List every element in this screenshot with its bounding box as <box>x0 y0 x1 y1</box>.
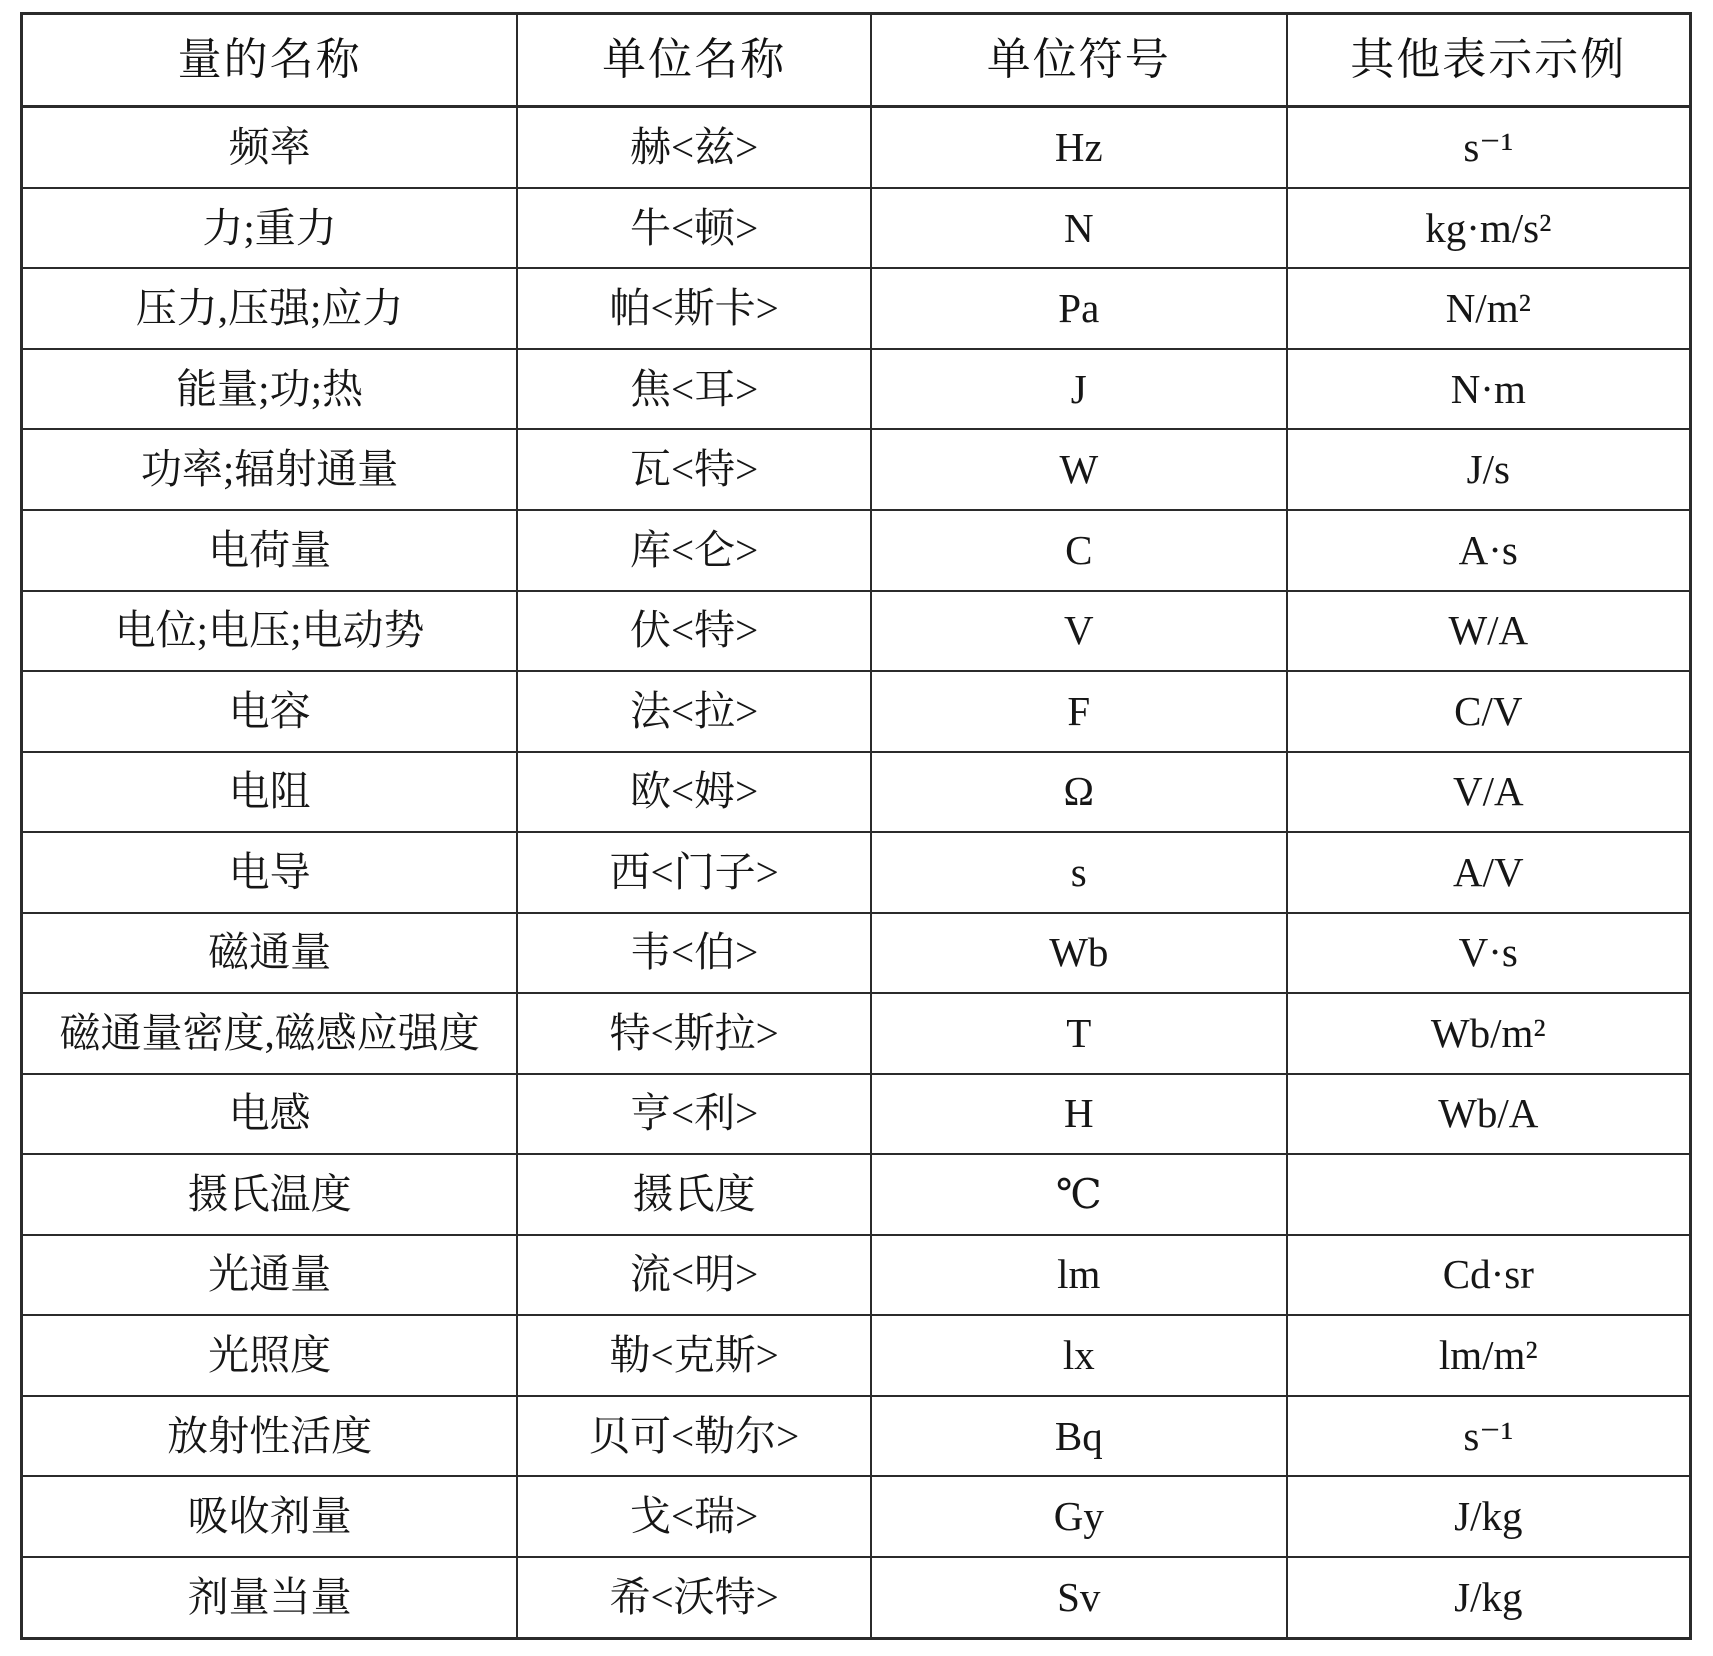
unit-symbol-cell: Ω <box>871 752 1287 833</box>
table-row <box>22 832 1691 913</box>
other-representation-cell: s⁻¹ <box>1287 1396 1691 1477</box>
table-row <box>22 510 1691 591</box>
unit-symbol-cell: C <box>871 510 1287 591</box>
unit-symbol-cell: ℃ <box>871 1154 1287 1235</box>
table-row <box>22 1154 1691 1235</box>
other-representation-cell: C/V <box>1287 671 1691 752</box>
unit-symbol-cell: T <box>871 993 1287 1074</box>
table-row <box>22 268 1691 349</box>
unit-symbol-cell: N <box>871 188 1287 269</box>
table-row <box>22 913 1691 994</box>
unit-name-cell: 牛<顿> <box>517 188 871 269</box>
other-representation-cell: lm/m² <box>1287 1315 1691 1396</box>
unit-name-cell: 库<仑> <box>517 510 871 591</box>
unit-name-cell: 焦<耳> <box>517 349 871 430</box>
quantity-name-cell: 磁通量密度,磁感应强度 <box>22 993 518 1074</box>
quantity-name-cell: 吸收剂量 <box>22 1476 518 1557</box>
other-representation-cell: A/V <box>1287 832 1691 913</box>
table-row <box>22 349 1691 430</box>
other-representation-cell: V·s <box>1287 913 1691 994</box>
unit-symbol-cell: Bq <box>871 1396 1287 1477</box>
unit-name-cell: 帕<斯卡> <box>517 268 871 349</box>
unit-symbol-cell: F <box>871 671 1287 752</box>
table-row <box>22 1315 1691 1396</box>
unit-name-cell: 法<拉> <box>517 671 871 752</box>
quantity-name-cell: 功率;辐射通量 <box>22 429 518 510</box>
unit-symbol-cell: Pa <box>871 268 1287 349</box>
si-derived-units-table <box>20 12 1692 1640</box>
unit-name-cell: 伏<特> <box>517 591 871 672</box>
quantity-name-cell: 摄氏温度 <box>22 1154 518 1235</box>
quantity-name-cell: 光照度 <box>22 1315 518 1396</box>
unit-symbol-cell: lx <box>871 1315 1287 1396</box>
unit-symbol-cell: Sv <box>871 1557 1287 1639</box>
unit-name-cell: 西<门子> <box>517 832 871 913</box>
unit-symbol-cell: lm <box>871 1235 1287 1316</box>
quantity-name-cell: 电阻 <box>22 752 518 833</box>
other-representation-cell: N·m <box>1287 349 1691 430</box>
table-row <box>22 1235 1691 1316</box>
other-representation-cell: N/m² <box>1287 268 1691 349</box>
table-row <box>22 1557 1691 1639</box>
quantity-name-cell: 力;重力 <box>22 188 518 269</box>
other-representation-cell: V/A <box>1287 752 1691 833</box>
table-row <box>22 591 1691 672</box>
quantity-name-cell: 光通量 <box>22 1235 518 1316</box>
table-row <box>22 1476 1691 1557</box>
quantity-name-cell: 能量;功;热 <box>22 349 518 430</box>
quantity-name-cell: 电荷量 <box>22 510 518 591</box>
quantity-name-cell: 电容 <box>22 671 518 752</box>
unit-name-cell: 特<斯拉> <box>517 993 871 1074</box>
unit-name-cell: 欧<姆> <box>517 752 871 833</box>
unit-name-cell: 贝可<勒尔> <box>517 1396 871 1477</box>
other-representation-cell: kg·m/s² <box>1287 188 1691 269</box>
unit-name-cell: 亨<利> <box>517 1074 871 1155</box>
other-representation-cell: Wb/A <box>1287 1074 1691 1155</box>
unit-symbol-cell: W <box>871 429 1287 510</box>
other-representation-cell: Cd·sr <box>1287 1235 1691 1316</box>
table-row <box>22 752 1691 833</box>
unit-symbol-cell: Hz <box>871 107 1287 188</box>
table-row <box>22 107 1691 188</box>
quantity-name-cell: 电感 <box>22 1074 518 1155</box>
quantity-name-cell: 剂量当量 <box>22 1557 518 1639</box>
quantity-name-cell: 电导 <box>22 832 518 913</box>
table-row <box>22 429 1691 510</box>
unit-name-cell: 希<沃特> <box>517 1557 871 1639</box>
unit-name-cell: 勒<克斯> <box>517 1315 871 1396</box>
column-header-quantity-name: 量的名称 <box>22 14 518 107</box>
table-row <box>22 671 1691 752</box>
unit-name-cell: 赫<兹> <box>517 107 871 188</box>
other-representation-cell: Wb/m² <box>1287 993 1691 1074</box>
other-representation-cell: s⁻¹ <box>1287 107 1691 188</box>
other-representation-cell: J/kg <box>1287 1557 1691 1639</box>
unit-name-cell: 韦<伯> <box>517 913 871 994</box>
table-row <box>22 993 1691 1074</box>
table-row <box>22 1396 1691 1477</box>
other-representation-cell: A·s <box>1287 510 1691 591</box>
unit-symbol-cell: Wb <box>871 913 1287 994</box>
unit-symbol-cell: J <box>871 349 1287 430</box>
table-row <box>22 1074 1691 1155</box>
other-representation-cell: J/kg <box>1287 1476 1691 1557</box>
quantity-name-cell: 压力,压强;应力 <box>22 268 518 349</box>
unit-symbol-cell: s <box>871 832 1287 913</box>
other-representation-cell: W/A <box>1287 591 1691 672</box>
column-header-other-representation: 其他表示示例 <box>1287 14 1691 107</box>
header-row <box>22 14 1691 107</box>
column-header-unit-name: 单位名称 <box>517 14 871 107</box>
unit-symbol-cell: H <box>871 1074 1287 1155</box>
quantity-name-cell: 磁通量 <box>22 913 518 994</box>
table-row <box>22 188 1691 269</box>
column-header-unit-symbol: 单位符号 <box>871 14 1287 107</box>
unit-name-cell: 瓦<特> <box>517 429 871 510</box>
quantity-name-cell: 电位;电压;电动势 <box>22 591 518 672</box>
other-representation-cell: J/s <box>1287 429 1691 510</box>
unit-name-cell: 流<明> <box>517 1235 871 1316</box>
table-body <box>22 107 1691 1639</box>
si-units-table-container <box>20 12 1692 1640</box>
unit-symbol-cell: V <box>871 591 1287 672</box>
other-representation-cell <box>1287 1154 1691 1235</box>
quantity-name-cell: 放射性活度 <box>22 1396 518 1477</box>
unit-symbol-cell: Gy <box>871 1476 1287 1557</box>
unit-name-cell: 摄氏度 <box>517 1154 871 1235</box>
quantity-name-cell: 频率 <box>22 107 518 188</box>
unit-name-cell: 戈<瑞> <box>517 1476 871 1557</box>
